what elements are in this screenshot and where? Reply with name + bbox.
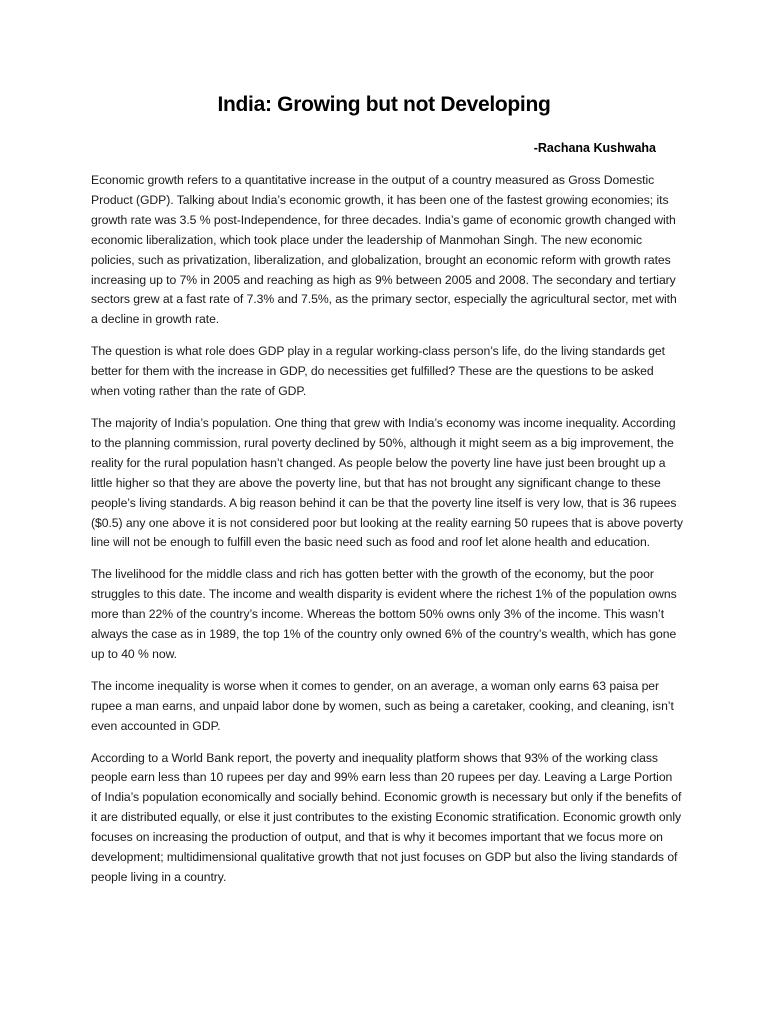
author-byline: -Rachana Kushwaha <box>533 141 656 155</box>
paragraph-6: According to a World Bank report, the poverty and inequality platform shows that 93% of the working class people earn less than 10 rupees per day and 99% earn less than 20 rupees per day. Leaving a Large Portion of India’s population economically and socially behind. Economic growth is necessary but only if the benefits of it are distributed equally, or else it just contributes to the existing Economic stratification. Economic growth only focuses on increasing the production of output, and that is why it becomes important that we focus more on development; multidimensional qualitative growth that not just focuses on GDP but also the living standards of people living in a country. <box>91 750 682 884</box>
paragraph-3: The majority of India’s population. One thing that grew with India’s economy was income inequality. According to the planning commission, rural poverty declined by 50%, although it might seem as a big improvement, the reality for the rural population hasn’t changed. As people below the poverty line have just been brought up a little higher so that they are above the poverty line, but that has not brought any significant change to these people’s living standards. A big reason behind it can be that the poverty line itself is very low, that is 36 rupees ($0.5) any one above it is not considered poor but looking at the reality earning 50 rupees that is above poverty line will not be enough to fulfill even the basic need such as food and roof let alone health and education. <box>91 415 683 550</box>
paragraph-2: The question is what role does GDP play in a regular working-class person’s life, do the living standards get better for them with the increase in GDP, do necessities get fulfilled? These are the questions to be asked when voting rather than the rate of GDP. <box>91 344 665 399</box>
paragraph-5: The income inequality is worse when it comes to gender, on an average, a woman only earns 63 paisa per rupee a man earns, and unpaid labor done by women, such as being a caretaker, cooking, and cleaning, isn’t even accounted in GDP. <box>91 678 674 733</box>
paragraph-1: Economic growth refers to a quantitative increase in the output of a country measured as Gross Domestic Product (GDP). Talking about India’s economic growth, it has been one of the fastest growing economies; its growth rate was 3.5 % post-Independence, for three decades. India’s game of economic growth changed with economic liberalization, which took place under the leadership of Manmohan Singh. The new economic policies, such as privatization, liberalization, and globalization, brought an economic reform with growth rates increasing up to 7% in 2005 and reaching as high as 9% between 2005 and 2008. The secondary and tertiary sectors grew at a fast rate of 7.3% and 7.5%, as the primary sector, especially the agricultural sector, met with a decline in growth rate. <box>91 173 677 327</box>
paragraph-4: The livelihood for the middle class and rich has gotten better with the growth of the economy, but the poor struggles to this date. The income and wealth disparity is evident where the richest 1% of the population owns more than 22% of the country’s income. Whereas the bottom 50% owns only 3% of the income. This wasn’t always the case as in 1989, the top 1% of the country only owned 6% of the country’s wealth, which has gone up to 40 % now. <box>91 567 677 661</box>
page-title: India: Growing but not Developing <box>217 93 551 116</box>
article-body <box>91 171 683 900</box>
